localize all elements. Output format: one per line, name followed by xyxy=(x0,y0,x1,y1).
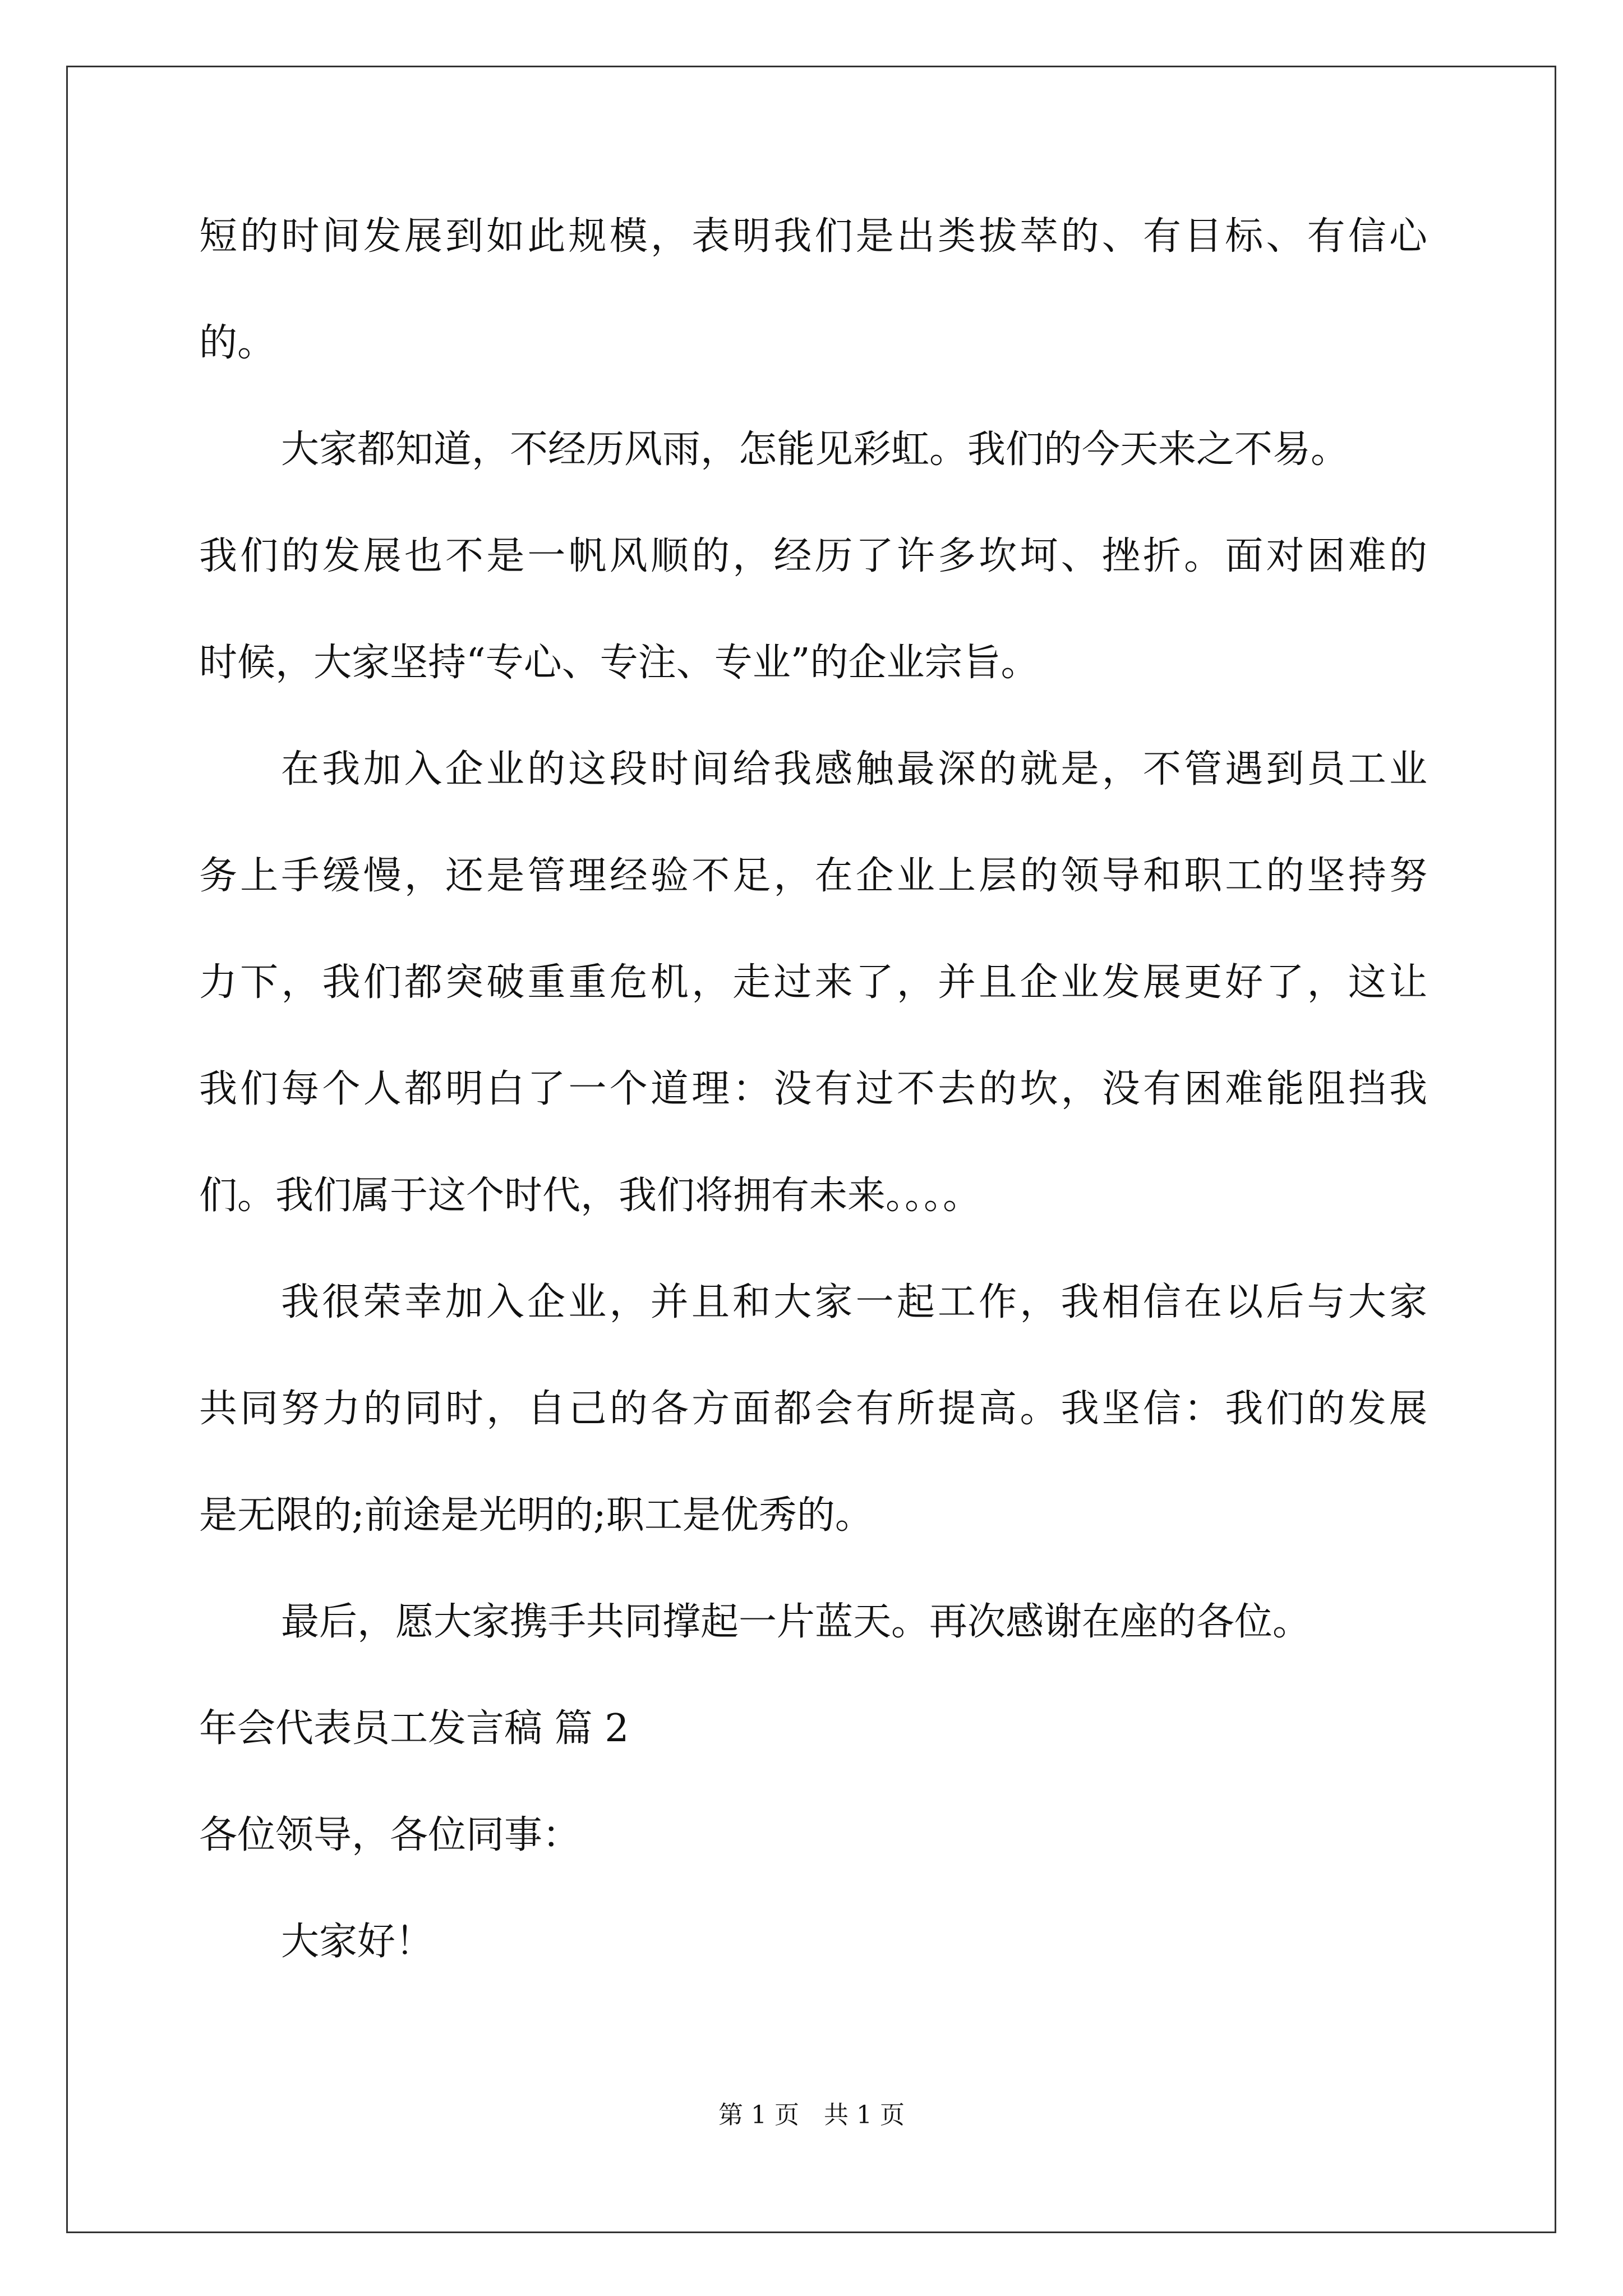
page-border xyxy=(66,66,1556,2233)
section-heading: 年会代表员工发言稿 篇 2 xyxy=(199,1706,629,1751)
page-footer: 第 1 页 共 1 页 xyxy=(718,2101,905,2129)
salutation: 各位领导，各位同事： xyxy=(199,1813,581,1857)
text-line: 的。 xyxy=(199,321,276,365)
text-line: 们。我们属于这个时代，我们将拥有未来。。。。 xyxy=(199,1174,981,1218)
text-line: 是无限的;前途是光明的;职工是优秀的。 xyxy=(199,1493,873,1538)
greeting: 大家好！ xyxy=(281,1920,434,1964)
paragraph-first-line: 大家都知道，不经历风雨，怎能见彩虹。我们的今天来之不易。 xyxy=(281,427,1349,472)
paragraph-first-line: 最后，愿大家携手共同撑起一片蓝天。再次感谢在座的各位。 xyxy=(281,1600,1311,1644)
text-line: 共同努力的同时，自己的各方面都会有所提高。我坚信：我们的发展 xyxy=(199,1387,1427,1431)
paragraph-first-line: 我很荣幸加入企业，并且和大家一起工作，我相信在以后与大家 xyxy=(281,1280,1427,1324)
text-line: 时候，大家坚持“专心、专注、专业”的企业宗旨。 xyxy=(199,641,1039,685)
text-line: 短的时间发展到如此规模，表明我们是出类拔萃的、有目标、有信心 xyxy=(199,214,1427,259)
text-line: 我们每个人都明白了一个道理：没有过不去的坎，没有困难能阻挡我 xyxy=(199,1067,1427,1111)
text-line: 力下，我们都突破重重危机，走过来了，并且企业发展更好了，这让 xyxy=(199,960,1427,1005)
text-line: 务上手缓慢，还是管理经验不足，在企业上层的领导和职工的坚持努 xyxy=(199,854,1427,898)
text-line: 我们的发展也不是一帆风顺的，经历了许多坎坷、挫折。面对困难的 xyxy=(199,534,1427,578)
paragraph-first-line: 在我加入企业的这段时间给我感触最深的就是，不管遇到员工业 xyxy=(281,747,1427,792)
